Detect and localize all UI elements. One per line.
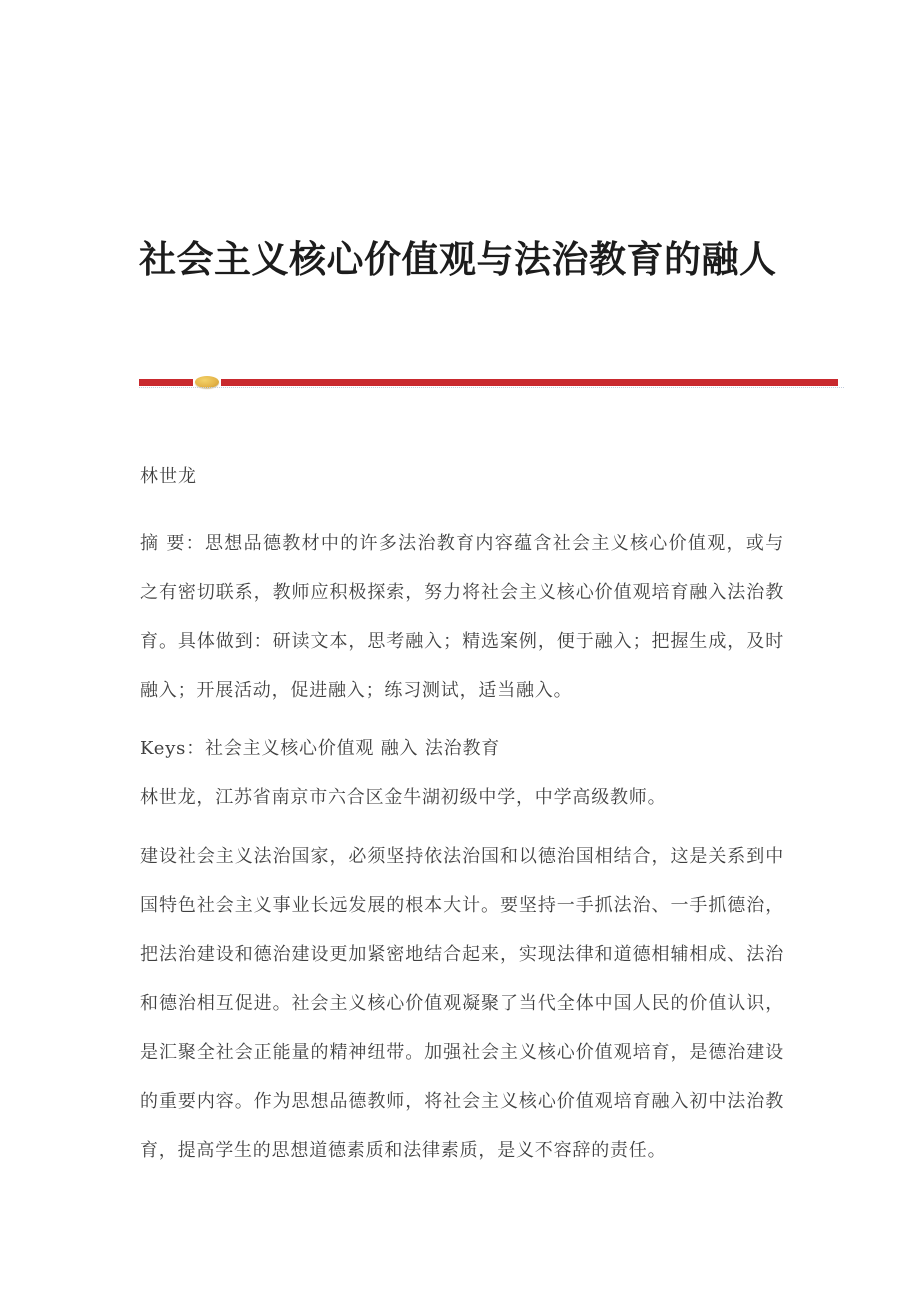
author-affiliation: 林世龙，江苏省南京市六合区金牛湖初级中学，中学高级教师。 [140, 787, 667, 808]
decorative-divider [139, 378, 840, 390]
abstract-paragraph: 摘 要：思想品德教材中的许多法治教育内容蕴含社会主义核心价值观，或与之有密切联系，教师应积极探索，努力将社会主义核心价值观培育融入法治教育。具体做到：研读文本，思考融入；精选案例，便于融入；把握生成，及时融入；开展活动，促进融入；练习测试，适当融入。 [140, 533, 784, 701]
keywords-line: Keys：社会主义核心价值观 融入 法治教育 [140, 738, 501, 759]
divider-red-segment-right [221, 379, 838, 386]
divider-red-segment-left [139, 379, 193, 386]
document-title: 社会主义核心价值观与法治教育的融人 [139, 236, 777, 281]
divider-shadow-line [139, 387, 844, 388]
body-paragraph: 建设社会主义法治国家，必须坚持依法治国和以德治国相结合，这是关系到中国特色社会主义事业长远发展的根本大计。要坚持一手抓法治、一手抓德治，把法治建设和德治建设更加紧密地结合起来，实现法律和道德相辅相成、法治和德治相互促进。社会主义核心价值观凝聚了当代全体中国人民的价值认识，是汇聚全社会正能量的精神纽带。加强社会主义核心价值观培育，是德治建设的重要内容。作为思想品德教师，将社会主义核心价值观培育融入初中法治教育，提高学生的思想道德素质和法律素质，是义不容辞的责任。 [140, 846, 784, 1161]
author-name: 林世龙 [140, 466, 197, 487]
